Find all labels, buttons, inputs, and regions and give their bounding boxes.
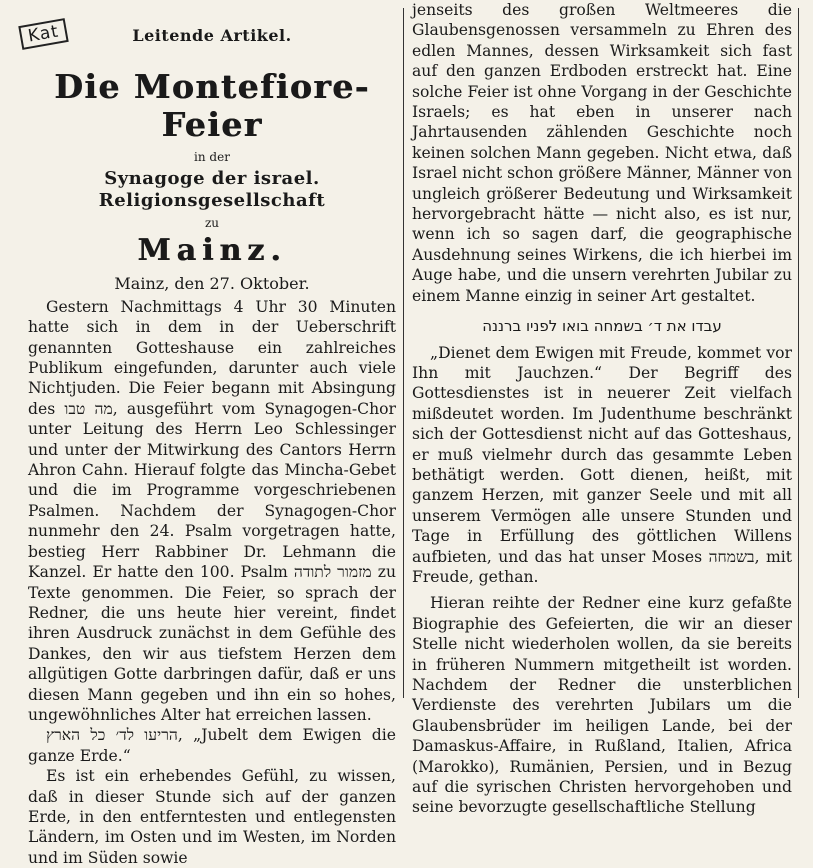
column-divider [403,8,404,698]
city-heading: Mainz. [137,233,287,269]
column-divider-right [798,8,799,698]
catalog-stamp: Kat [18,18,68,50]
paragraph: jenseits des großen Weltmeeres die Glaubensgenossen versammeln zu Ehren des edlen Mannes, dessen Wirksamkeit sich fast auf den ganzen Erdboden erstreckt hat. Eine solche Feier ist ohne Vorgang in der Geschichte Israels; es hat eben in unserer nach Jahrtausenden zählenden Geschichte noch keinen solchen Mann gegeben. Nicht etwa, daß Israel nicht schon größere Männer, Männer von ungleich größerer Bedeutung und Wirksamkeit hervorgebracht hätte — nicht also, es ist nur, wenn ich so sagen darf, die geographische Ausdehnung seines Wirkens, die ich hierbei im Auge habe, und die unsern verehrten Jubilar zu einem Manne einzig in seiner Art gestaltet. [412,1,792,305]
paragraph: Gestern Nachmittags 4 Uhr 30 Minuten hatte sich in dem in der Ueberschrift genannten Gotteshause ein zahlreiches Publikum eingefunden, darunter auch viele Nichtjuden. Die Feier begann mit Absingung des מה טבו, ausgeführt vom Synagogen-Chor unter Leitung des Herrn Leo Schlessinger und unter der Mitwirkung des Cantors Herrn Ahron Cahn. Hierauf folgte das Mincha-Gebet und die im Programme vorgeschriebenen Psalmen. Nachdem der Synagogen-Chor nunmehr den 24. Psalm vorgetragen hatte, bestieg Herr Rabbiner Dr. Lehmann die Kanzel. Er hatte den 100. Psalm מזמור לתודה zu Texte genommen. Die Feier, so sprach der Redner, die uns heute hier vereint, findet ihren Ausdruck zunächst in dem Gefühle des Dankes, den wir aus tiefstem Herzen dem allgütigen Gotte darbringen dafür, daß er uns diesen Mann gegeben und ihn ein so hohes, ungewöhnliches Alter hat erreichen lassen. [28,297,396,724]
article-headline: Die Montefiore-Feier [54,67,370,145]
article-subheadline: Synagoge der israel. Religionsgesellschaft [98,168,326,212]
section-kicker: Leitende Artikel. [132,26,292,45]
zu-label: zu [204,216,220,231]
dateline: Mainz, den 27. Oktober. [114,274,310,294]
paragraph: Hieran reihte der Redner eine kurz gefaßte Biographie des Gefeierten, die wir an dieser Stelle nicht wiederholen wollen, da sie bereits in früheren Nummern mitgetheilt ist worden. Nachdem der Redner die unsterblichen Verdienste des verehrten Jubilars um die Glaubensbrüder im heiligen Lande, bei der Damaskus-Affaire, in Rußland, Italien, Africa (Marokko), Rumänien, Persien, und in Bezug auf die syrischen Christen hervorgehoben und seine bevorzugte gesellschaftliche Stellung [412,594,792,817]
paragraph: Es ist ein erhebendes Gefühl, zu wissen, daß in dieser Stunde sich auf der ganzen Erde, in den entferntesten und entlegensten Ländern, im Osten und im Westen, im Norden und im Süden sowie [28,767,396,867]
paragraph-quote: הריעו לד׳ כל הארץ, „Jubelt dem Ewigen die ganze Erde.“ [28,726,397,765]
in-der-label: in der [194,150,230,165]
hebrew-verse: עבדו את ד׳ בשמחה בואו לפניו ברננה [482,317,722,336]
right-column [412,0,792,817]
left-column [28,0,397,867]
paragraph: „Dienet dem Ewigen mit Freude, kommet vor Ihn mit Jauchzen.“ Der Begriff des Gottesdienstes ist in neuerer Zeit vielfach mißdeutet worden. Im Judenthume beschränkt sich der Gottesdienst nicht auf das Gotteshaus, er muß vielmehr durch das gesammte Leben bethätigt werden. Gott dienen, heißt, mit ganzem Herzen, mit ganzer Seele und mit all unserem Vermögen alle unsere Stunden und Tage in Erfüllung des göttlichen Willens aufbieten, und das hat unser Moses בשמחה, mit Freude, gethan. [412,343,792,586]
